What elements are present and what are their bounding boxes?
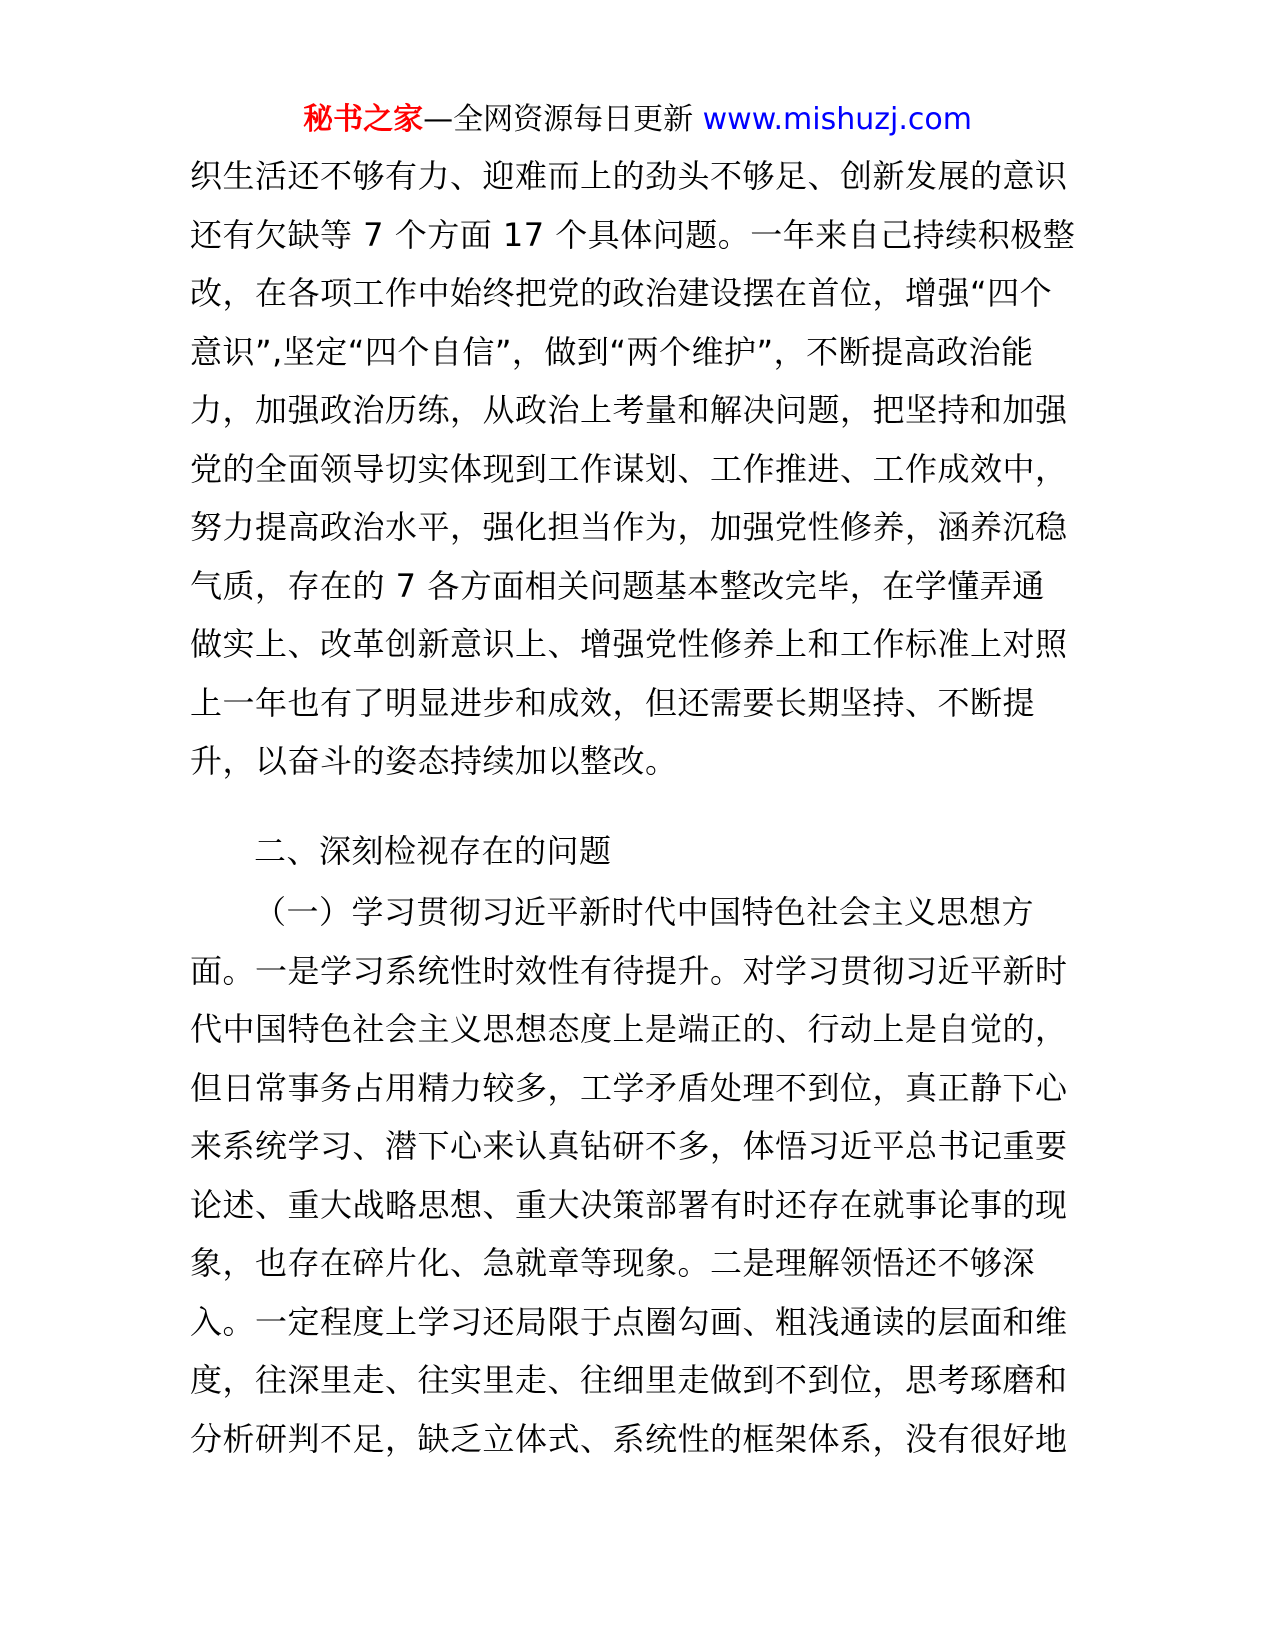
paragraph-section-one bbox=[190, 883, 1085, 1468]
text-line: 但日常事务占用精力较多，工学矛盾处理不到位，真正静下心 bbox=[190, 1068, 1068, 1107]
text-line: 党的全面领导切实体现到工作谋划、工作推进、工作成效中， bbox=[190, 449, 1068, 488]
text-line: 努力提高政治水平，强化担当作为，加强党性修养，涵养沉稳 bbox=[190, 508, 1068, 546]
text-line: 象，也存在碎片化、急就章等现象。二是理解领悟还不够深 bbox=[190, 1244, 1036, 1282]
text-line: 改，在各项工作中始终把党的政治建设摆在首位，增强“四个 bbox=[190, 274, 1053, 312]
text-line: （一）学习贯彻习近平新时代中国特色社会主义思想方 bbox=[254, 893, 1035, 931]
header-brand: 秘书之家 bbox=[303, 102, 424, 137]
text-line: 度，往深里走、往实里走、往细里走做到不到位，思考琢磨和 bbox=[190, 1361, 1068, 1399]
text-line: 织生活还不够有力、迎难而上的劲头不够足、创新发展的意识 bbox=[190, 157, 1068, 195]
text-line: 面。一是学习系统性时效性有待提升。对学习贯彻习近平新时 bbox=[190, 951, 1068, 990]
text-line: 升，以奋斗的姿态持续加以整改。 bbox=[190, 742, 678, 780]
text-line: 力，加强政治历练，从政治上考量和解决问题，把坚持和加强 bbox=[190, 391, 1068, 429]
text-line: 意识”,坚定“四个自信”，做到“两个维护”，不断提高政治能 bbox=[190, 332, 1034, 371]
text-line: 分析研判不足，缺乏立体式、系统性的框架体系，没有很好地 bbox=[190, 1419, 1068, 1458]
text-line: 做实上、改革创新意识上、增强党性修养上和工作标准上对照 bbox=[190, 625, 1068, 663]
text-line: 入。一定程度上学习还局限于点圈勾画、粗浅通读的层面和维 bbox=[190, 1302, 1068, 1341]
text-line: 上一年也有了明显进步和成效，但还需要长期坚持、不断提 bbox=[190, 683, 1036, 722]
text-line: 论述、重大战略思想、重大决策部署有时还存在就事论事的现 bbox=[190, 1185, 1068, 1224]
text-line: 来系统学习、潜下心来认真钻研不多，体悟习近平总书记重要 bbox=[190, 1127, 1068, 1165]
text-line: 气质，存在的 7 各方面相关问题基本整改完毕，在学懂弄通 bbox=[190, 566, 1045, 605]
paragraph-continued bbox=[190, 147, 1085, 791]
header-tagline: —全网资源每日更新 bbox=[423, 102, 703, 137]
text-line: 代中国特色社会主义思想态度上是端正的、行动上是自觉的， bbox=[190, 1010, 1068, 1048]
section-heading bbox=[190, 822, 1085, 881]
heading-line: 二、深刻检视存在的问题 bbox=[254, 832, 612, 870]
text-line: 还有欠缺等 7 个方面 17 个具体问题。一年来自己持续积极整 bbox=[190, 215, 1076, 254]
page-header bbox=[0, 100, 1275, 140]
header-site-url[interactable]: www.mishuzj.com bbox=[702, 102, 972, 137]
